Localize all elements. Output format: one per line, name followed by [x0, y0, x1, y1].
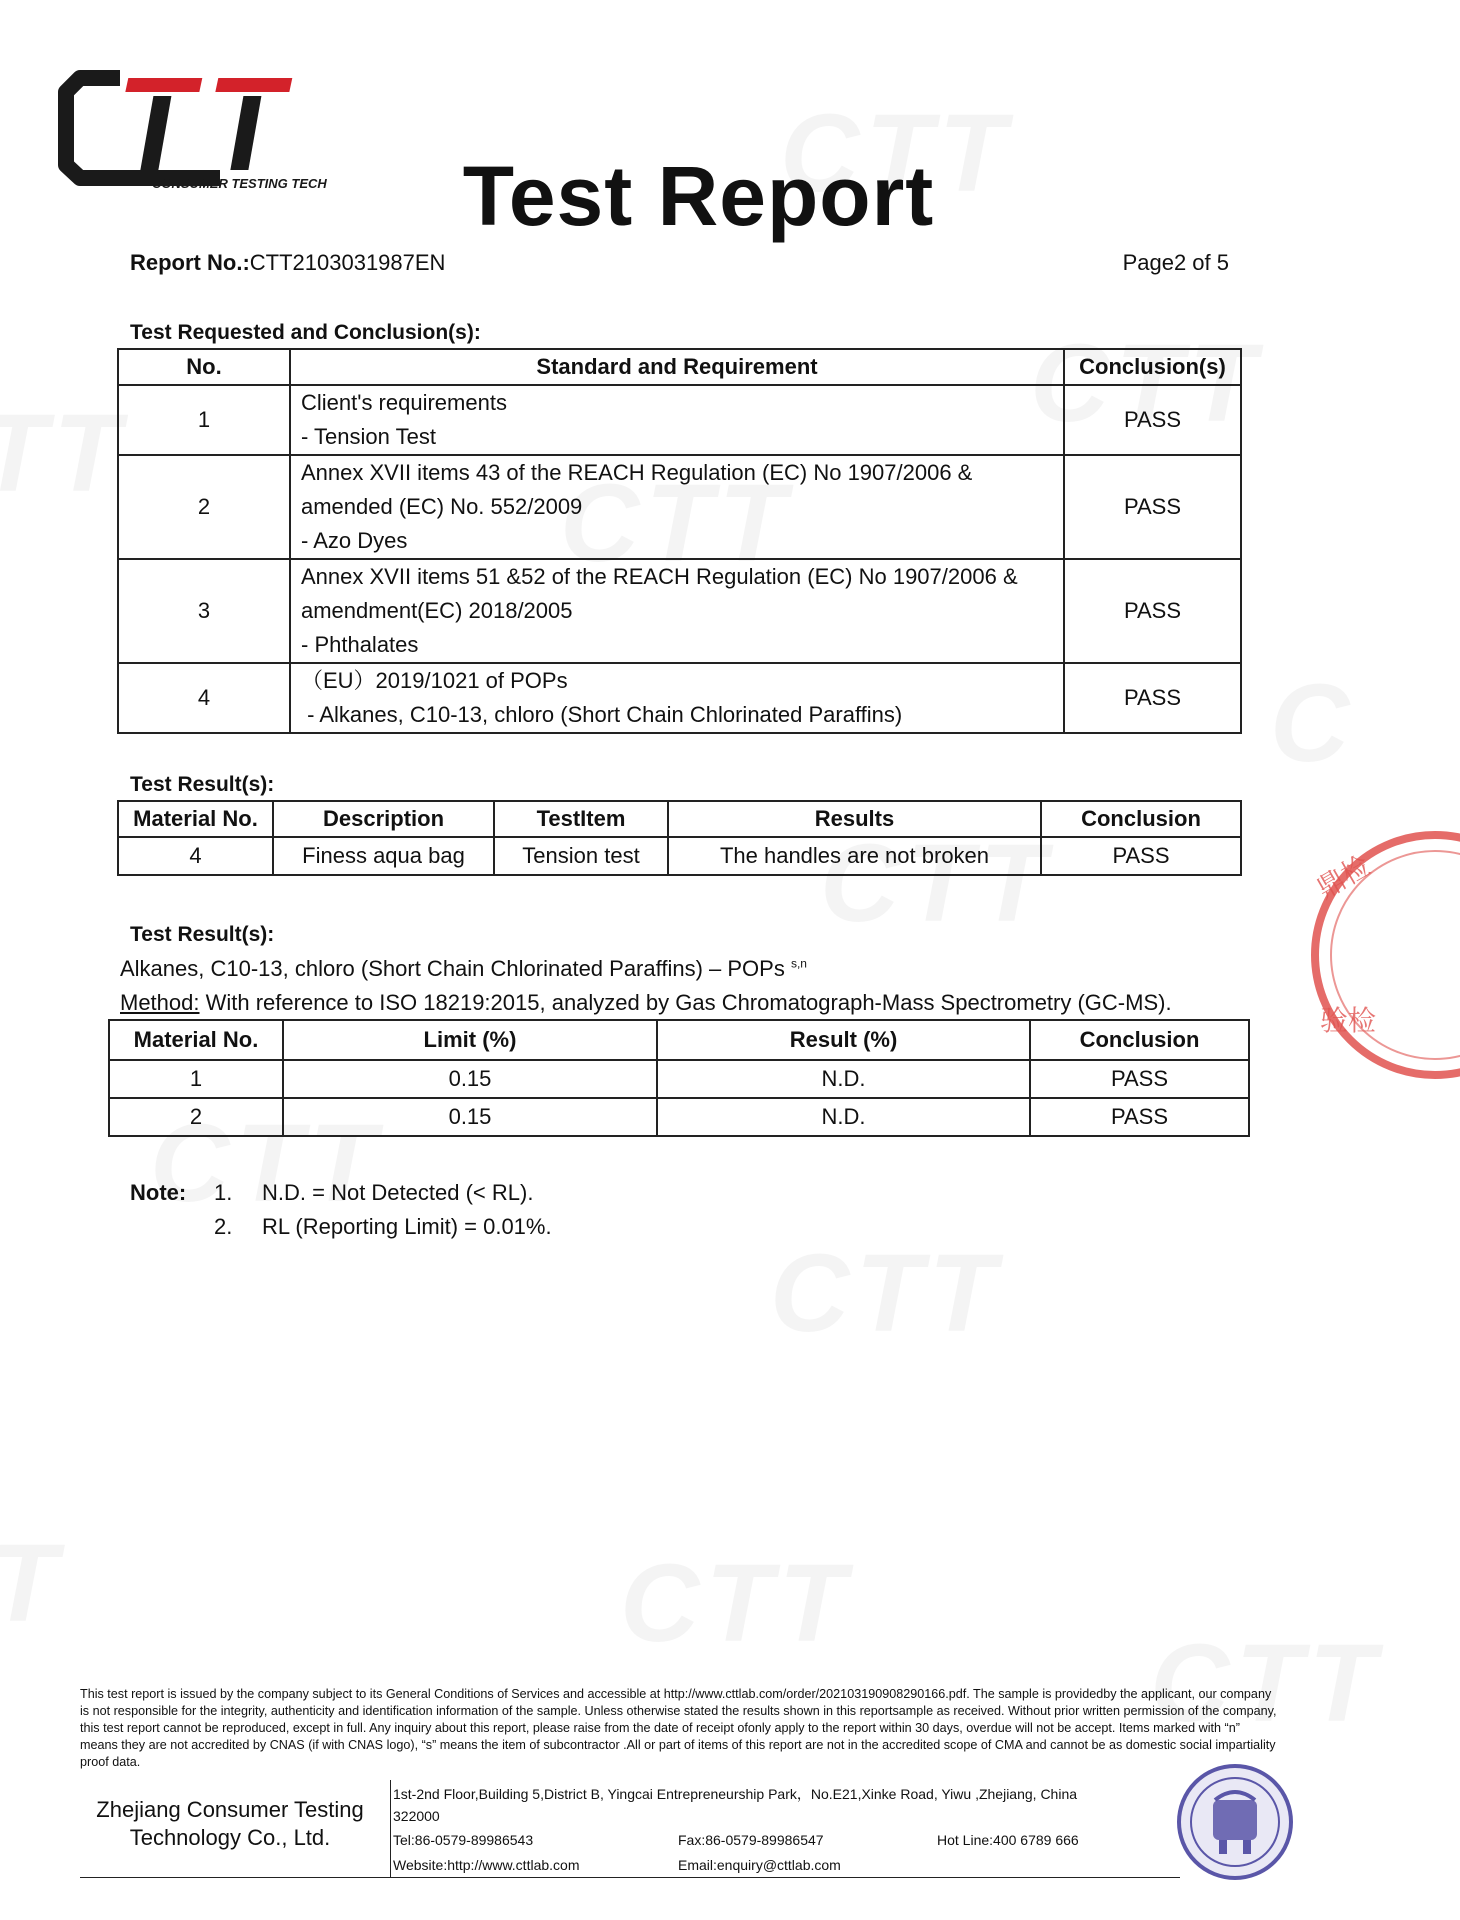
watermark [620, 1540, 852, 1667]
section-heading: Test Requested and Conclusion(s): [130, 321, 481, 344]
sccp-result-table [108, 1019, 1250, 1137]
table-cell: Finess aqua bag [273, 837, 494, 875]
stamp-text-top: 鼎检 [1310, 848, 1376, 906]
table-cell: 4 [118, 837, 273, 875]
column-header: Limit (%) [283, 1020, 657, 1060]
watermark [0, 390, 126, 517]
column-header: No. [118, 349, 290, 385]
method-line: Method: With reference to ISO 18219:2015, analyzed by Gas Chromatograph-Mass Spectrometry (GC-MS). [120, 990, 1172, 1015]
substance-line: Alkanes, C10-13, chloro (Short Chain Chlorinated Paraffins) – POPs $^{s,n}$ [120, 956, 807, 981]
conclusion-table [117, 348, 1242, 734]
note-label: Note: [130, 1180, 187, 1205]
table-cell: Client's requirements - Tension Test [290, 385, 1064, 455]
column-header: Description [273, 801, 494, 837]
section-heading: Test Result(s): [130, 773, 275, 796]
column-header: Material No. [118, 801, 273, 837]
note-text: N.D. = Not Detected (< RL). [262, 1180, 534, 1205]
table-cell: PASS [1064, 663, 1241, 733]
column-header: Material No. [109, 1020, 283, 1060]
table-cell: PASS [1064, 385, 1241, 455]
disclaimer: This test report is issued by the company subject to its General Conditions of Services and accessible at http://www.cttlab.com/order/202103190908290166.pdf. The sample is providedby the applicant, our company is not responsible for the integrity, authenticity and identification information of the sample. Unless otherwise stated the results shown in this reportsample as received. Without prior written permission of the company, this test report cannot be reproduced, except in full. Any inquiry about this report, please raise from the date of receipt ofonly apply to the report within 30 days, overdue will not be accept. Items marked with “n” means they are not accredited by CNAS (if with CNAS logo), “s” means the item of subcontractor .All or part of items of this report are not in the accredited scope of CMA and cannot be as domestic social impartiality proof data. [80, 1687, 1277, 1769]
watermark [0, 1520, 63, 1647]
accreditation-seal [1175, 1762, 1295, 1882]
column-header: Results [668, 801, 1041, 837]
table-cell: Annex XVII items 43 of the REACH Regulation (EC) No 1907/2006 & amended (EC) No. 552/2009 - Azo Dyes [290, 455, 1064, 559]
divider [390, 1780, 391, 1877]
watermark [770, 1230, 1002, 1357]
column-header: Standard and Requirement [290, 349, 1064, 385]
table-cell: The handles are not broken [668, 837, 1041, 875]
table-cell: Annex XVII items 51 &52 of the REACH Regulation (EC) No 1907/2006 & amendment(EC) 2018/2005 - Phthalates [290, 559, 1064, 663]
section-heading: Test Result(s): [130, 923, 275, 946]
note-number: 1. [214, 1180, 233, 1205]
address-line: 322000 [393, 1808, 440, 1824]
table-cell: N.D. [657, 1060, 1030, 1098]
table-cell: PASS [1064, 559, 1241, 663]
column-header: Result (%) [657, 1020, 1030, 1060]
report-number: Report No.:CTT2103031987EN [130, 250, 446, 275]
divider [80, 1877, 1180, 1878]
column-header: Conclusion [1030, 1020, 1249, 1060]
table-cell: PASS [1030, 1098, 1249, 1136]
table-cell: 2 [118, 455, 290, 559]
stamp-text-bottom: 验检 [1320, 1004, 1377, 1037]
table-cell: 3 [118, 559, 290, 663]
table-cell: 2 [109, 1098, 283, 1136]
table-cell: 1 [109, 1060, 283, 1098]
page-number: Page2 of 5 [1122, 250, 1229, 275]
hotline: Hot Line:400 6789 666 [937, 1832, 1079, 1848]
tension-result-table [117, 800, 1242, 876]
table-cell: PASS [1064, 455, 1241, 559]
table-cell: （EU）2019/1021 of POPs - Alkanes, C10-13, chloro (Short Chain Chlorinated Paraffins) [290, 663, 1064, 733]
table-cell: PASS [1030, 1060, 1249, 1098]
company-name: Zhejiang Consumer Testing Technology Co., Ltd. [96, 1797, 364, 1850]
table-cell: Tension test [494, 837, 668, 875]
fax: Fax:86-0579-89986547 [678, 1832, 824, 1848]
note-number: 2. [214, 1214, 233, 1239]
column-header: TestItem [494, 801, 668, 837]
logo-tagline: CONSUMER TESTING TECH [152, 176, 327, 191]
note-text: RL (Reporting Limit) = 0.01%. [262, 1214, 552, 1239]
table-cell: 4 [118, 663, 290, 733]
tel: Tel:86-0579-89986543 [393, 1832, 534, 1848]
company-stamp [1300, 820, 1460, 1090]
page-title: Test Report [462, 149, 935, 243]
address-line: 1st-2nd Floor,Building 5,District B, Yingcai Entrepreneurship Park，No.E21,Xinke Road, Yiwu ,Zhejiang, China [393, 1786, 1078, 1802]
watermark [1270, 660, 1355, 787]
column-header: Conclusion(s) [1064, 349, 1241, 385]
column-header: Conclusion [1041, 801, 1241, 837]
email-link[interactable]: Email:enquiry@cttlab.com [678, 1857, 841, 1873]
table-cell: 0.15 [283, 1098, 657, 1136]
table-cell: 1 [118, 385, 290, 455]
website-link[interactable]: Website:http://www.cttlab.com [393, 1857, 580, 1873]
table-cell: 0.15 [283, 1060, 657, 1098]
table-cell: PASS [1041, 837, 1241, 875]
table-cell: N.D. [657, 1098, 1030, 1136]
